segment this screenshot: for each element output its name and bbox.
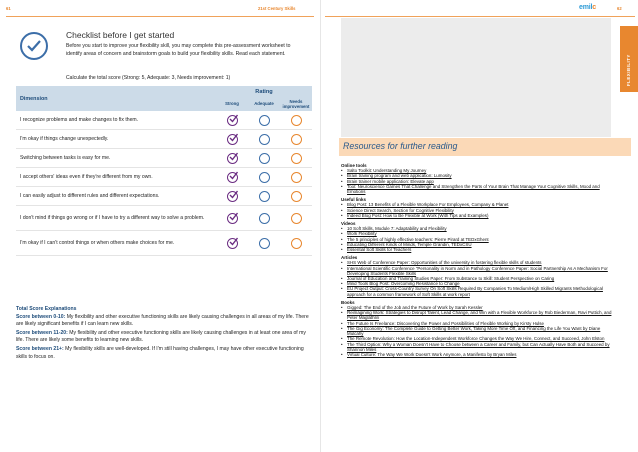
explanation-text: My flexibility and other executive functioning skills are likely causing challenges in all areas of my life. There are likely significant benefits if I can learn new skills. [16, 314, 309, 328]
resource-link[interactable]: • Salto Toolkit: Understanding My Journey [341, 168, 613, 173]
resource-link[interactable]: • Brain training program and web application: Lumosity [341, 173, 613, 178]
table-row [16, 111, 312, 130]
statement-text: Switching between tasks is easy for me. [16, 149, 216, 168]
needs-improvement-radio[interactable] [291, 191, 302, 202]
resource-link[interactable]: • Brain trainer mobile application: Elevate app [341, 179, 613, 184]
needs-improvement-radio[interactable] [291, 172, 302, 183]
needs-improvement-radio[interactable] [291, 115, 302, 126]
resource-link[interactable]: • EU Project Output: Cross-Country Survey On Soft Skills Required By Companies To Medium/High Skilled Migrants Methodological approach for a common framework of Soft Skills at work report [341, 286, 613, 296]
blank-image-area [341, 18, 611, 137]
logo-main: emil [579, 4, 593, 11]
header-rule [6, 16, 314, 17]
statement-text: I'm okay if things change unexpectedly. [16, 130, 216, 149]
strong-checked-icon[interactable] [227, 191, 238, 202]
column-needs-improvement: Needs improvement [280, 98, 312, 111]
explanation-text: My flexibility and other executive functioning skills are likely causing challenges in at least one area of my life. There are likely some benefits to learning new skills. [16, 330, 306, 344]
score-explanations [16, 306, 312, 363]
check-circle-icon [20, 32, 48, 60]
table-row [16, 149, 312, 168]
resources-title: Resources for further reading [343, 141, 458, 151]
adequate-radio[interactable] [259, 134, 270, 145]
resource-link[interactable]: • Science Direct Search, Section for Cognitive Flexibility [341, 208, 613, 213]
brand-logo [579, 4, 596, 11]
explanation-text: My flexibility skills are well-developed. If I'm still having challenges, I may have other executive functioning skills to focus on. [16, 346, 304, 360]
table-row [16, 187, 312, 206]
resource-link[interactable]: • Gigged: The End of the Job and the Future of Work by Sarah Kessler [341, 305, 613, 310]
checklist-intro: Before you start to improve your flexibility skill, you may complete this pre-assessment worksheet to identify areas of concern and brainstorm goals to build your flexibility skills. Read each statement. [66, 43, 291, 57]
logo-accent: c [592, 4, 596, 11]
resource-link[interactable]: • The Gig Economy: The Complete Guide to Getting Better Work, Taking More Time Off, and Financing the Life You Want by Diane Mulcahy [341, 326, 613, 336]
explanation-item [16, 330, 312, 344]
statement-text: I'm okay if I can't control things or when others make choices for me. [16, 231, 216, 256]
resource-link[interactable]: • Work Flexibility [341, 231, 613, 236]
section-heading: Videos [341, 221, 356, 227]
adequate-radio[interactable] [259, 115, 270, 126]
resource-link[interactable]: • Virtual Culture: The Way We Work Doesn't Work Anymore, a Manifesto by Bryan Miles [341, 352, 613, 357]
table-row [16, 130, 312, 149]
explanation-item [16, 346, 312, 360]
resource-link[interactable]: • The Remote Revolution: How the Location-Independent Workforce Changes the Way We Hire, Connect, and Succeed, John Elston [341, 336, 613, 341]
resource-link[interactable]: • Blog Post: 13 Benefits of a Flexible Workplace For Employees, Company & Planet [341, 202, 613, 207]
resource-link[interactable]: • SHS Web of Conference Paper: Opportunities of the university in fostering flexible skills of students [341, 260, 613, 265]
resource-link[interactable]: • Mind Tools Blog Post: Overcoming Resistance to Change [341, 281, 613, 286]
section-heading: Articles [341, 255, 358, 261]
checklist-title: Checklist before I get started [66, 30, 175, 40]
resource-link[interactable]: • Reimagining Work: Strategies to Disrupt Talent, Lead Change, and Win with a Flexible Workforce by Rob Biederman, Ravi Puttich, and Peter Maglathlin [341, 310, 613, 320]
resource-link[interactable]: • Indeed Blog Post: How to Be Flexible at Work (With Tips and Examples) [341, 213, 613, 218]
table-row [16, 206, 312, 231]
strong-checked-icon[interactable] [227, 115, 238, 126]
right-page [320, 0, 638, 452]
score-range: Score between 21+: [16, 346, 64, 353]
resource-link[interactable]: • Essential Soft Skills for Teachers [341, 247, 613, 252]
needs-improvement-radio[interactable] [291, 153, 302, 164]
section-heading: Online tools [341, 163, 367, 168]
explanations-heading: Total Score Explanations [16, 306, 77, 312]
table-row [16, 231, 312, 256]
left-page-number: 61 [6, 6, 11, 11]
dimension-header: Dimension [16, 86, 216, 111]
column-strong: Strong [216, 98, 248, 111]
explanation-item [16, 314, 312, 328]
adequate-radio[interactable] [259, 238, 270, 249]
section-heading: Useful links [341, 197, 366, 203]
statement-text: I recognize problems and make changes to fix them. [16, 111, 216, 130]
needs-improvement-radio[interactable] [291, 213, 302, 224]
adequate-radio[interactable] [259, 172, 270, 183]
resource-link[interactable]: • The Third Option: Why a Woman Doesn't Have to Choose between a Career and Family, but Can Actually Have Both and Succeed by Shannon Miles [341, 342, 613, 352]
resource-link[interactable]: • 10 Soft Skills, Module 7: Adaptability and Flexibility [341, 226, 613, 231]
strong-checked-icon[interactable] [227, 213, 238, 224]
resources-list [341, 163, 613, 357]
statement-text: I accept others' ideas even if they're different from my own. [16, 168, 216, 187]
strong-checked-icon[interactable] [227, 172, 238, 183]
statement-text: I don't mind if things go wrong or if I have to try a different way to solve a problem. [16, 206, 216, 231]
resource-link[interactable]: • The 5 principles of highly effective teachers: Pierre Pirard at TEDxGhent [341, 237, 613, 242]
table-row [16, 168, 312, 187]
adequate-radio[interactable] [259, 191, 270, 202]
resource-link[interactable]: • Educating Different Kinds of Minds, Temple Grandin, TEDxCSU [341, 242, 613, 247]
strong-checked-icon[interactable] [227, 238, 238, 249]
adequate-radio[interactable] [259, 213, 270, 224]
right-page-number: 62 [617, 6, 622, 11]
needs-improvement-radio[interactable] [291, 238, 302, 249]
section-side-tab [620, 26, 638, 92]
resource-link[interactable]: • International Scientific Conference "Personality in Norm and in Pathology Conference Paper: Social Partnership As A Mechanism For Developing Students Flexible Skills [341, 266, 613, 276]
strong-checked-icon[interactable] [227, 134, 238, 145]
running-title: 21st Century Skills [258, 6, 296, 11]
strong-checked-icon[interactable] [227, 153, 238, 164]
resource-link[interactable]: • Tool: Neuroscience Games That Challenge and Strengthen the Parts of Your Brain That Manage Your Cognitive Skills, Mood and Emotions [341, 184, 613, 194]
rating-header: Rating [216, 86, 312, 98]
needs-improvement-radio[interactable] [291, 134, 302, 145]
section-heading: Books [341, 299, 355, 305]
rating-table [16, 86, 312, 256]
statement-text: I can easily adjust to different rules and different expectations. [16, 187, 216, 206]
score-range: Score between 0-10: [16, 314, 66, 321]
side-tab-label: FLEXIBILITY [626, 54, 631, 86]
column-adequate: Adequate [248, 98, 280, 111]
header-rule [325, 16, 635, 17]
resource-link[interactable]: • Journal of Education and Training Studies Paper: From Substance to Skill: Student Perspective on Caring [341, 276, 613, 281]
checklist-calc-instruction: Calculate the total score (Strong: 5, Adequate: 3, Needs improvement: 1) [66, 75, 231, 81]
resource-link[interactable]: • The Future Is Freelance: Discovering the Power and Possibilities of Flexible Working by Kirsty Hulse [341, 321, 613, 326]
score-range: Score between 11-20: [16, 330, 68, 337]
adequate-radio[interactable] [259, 153, 270, 164]
